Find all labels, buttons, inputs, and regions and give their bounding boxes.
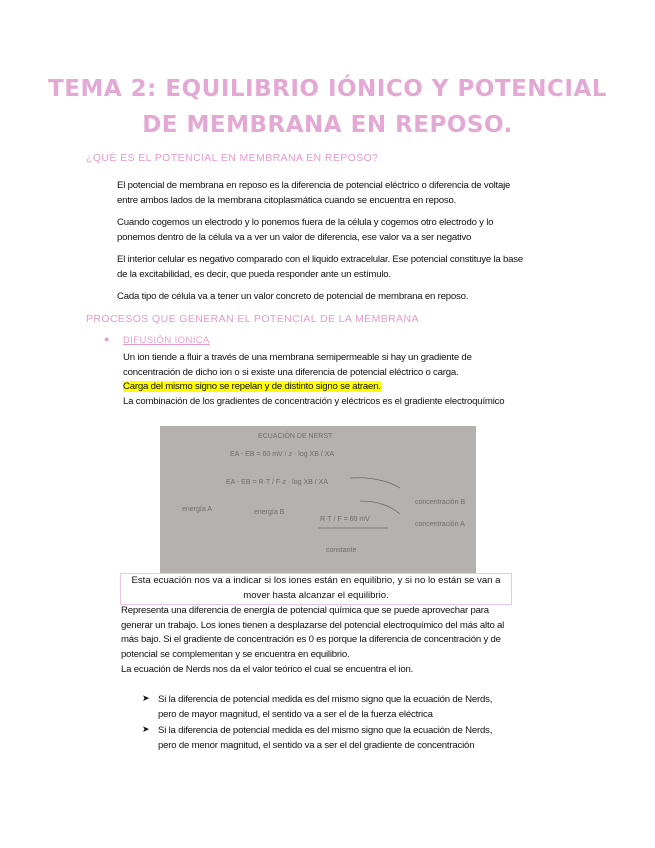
- photo-constante: constante: [326, 547, 357, 554]
- photo-rtf: R·T / F = 60 mV: [320, 516, 370, 523]
- arrow-item-1: Si la diferencia de potencial medida es del mismo signo que la ecuación de Nerds, pero de mayor magnitud, el sentido va a ser el de la fuerza eléctrica: [158, 694, 493, 720]
- electrochemical-text: La combinación de los gradientes de concentración y eléctricos es el gradiente electroquímico: [123, 395, 505, 407]
- nernst-equation-photo: [160, 426, 476, 573]
- paragraph-3: El interior celular es negativo comparado con el liquido extracelular. Ese potencial constituye la base de la excitabilidad, es decir, que pueda responder ante un estímulo.: [117, 254, 524, 280]
- photo-eq2: EA - EB = R·T / F·z · log XB / XA: [226, 479, 328, 486]
- diffusion-text: Un ion tiende a fluir a través de una membrana semipermeable si hay un gradiente de concentración de dicho ion o si existe una diferencia de potencial eléctrico o carga.: [123, 352, 472, 378]
- bullet-icon: ●: [104, 334, 110, 344]
- arrow-item-2: Si la diferencia de potencial medida es del mismo signo que la ecuación de Nerds, pero de menor magnitud, el sentido va a ser el del gradiente de concentración: [158, 725, 493, 751]
- paragraph-1: El potencial de membrana en reposo es la diferencia de potencial eléctrico o diferencia de voltaje entre ambos lados de la membrana citoplasmática cuando se encuentra en reposo.: [117, 180, 511, 206]
- nerds-text: La ecuación de Nerds nos da el valor teórico el cual se encuentra el ion.: [121, 664, 414, 675]
- photo-title: ECUACIÓN DE NERST: [258, 433, 333, 440]
- highlighted-text: Carga del mismo signo se repelan y de distinto signo se atraen.: [123, 381, 381, 392]
- photo-energia-b: energía B: [254, 509, 285, 516]
- arrow-bullet-icon: ➤: [142, 693, 150, 703]
- arrow-bullet-icon: ➤: [142, 724, 150, 734]
- title-line-1: TEMA 2: EQUILIBRIO IÓNICO Y POTENCIAL: [48, 76, 607, 102]
- photo-conc-a: concentración A: [415, 521, 465, 528]
- section-heading-1: ¿QUÉ ES EL POTENCIAL EN MEMBRANA EN REPOSO?: [86, 152, 379, 164]
- bullet-label: DIFUSIÓN IONICA: [123, 335, 210, 346]
- photo-conc-b: concentración B: [415, 499, 466, 506]
- callout-box: Esta ecuación nos va a indicar si los iones están en equilibrio, y si no lo están se van a mover hasta alcanzar el equilibrio.: [120, 573, 512, 605]
- photo-eq1: EA - EB = 60 mV / z · log XB / XA: [230, 451, 335, 458]
- title-line-2: DE MEMBRANA EN REPOSO.: [142, 112, 513, 138]
- paragraph-4: Cada tipo de célula va a tener un valor concreto de potencial de membrana en reposo.: [117, 291, 469, 302]
- photo-energia-a: energía A: [182, 506, 212, 513]
- paragraph-2: Cuando cogemos un electrodo y lo ponemos fuera de la célula y cogemos otro electrodo y lo ponemos dentro de la célula va a ver un valor de diferencia, ese valor va a ser negativo: [117, 217, 494, 243]
- energy-text: Representa una diferencia de energía de potencial química que se puede aprovechar para generar un trabajo. Los iones tienen a desplazarse del potencial electroquímico del más alto al más bajo. Si el gradiente de concentración es 0 es porque la diferencia de concentración y de potencial se complementan y se encuentra en equilibrio.: [121, 605, 505, 660]
- section-heading-2: PROCESOS QUE GENERAN EL POTENCIAL DE LA MEMBRANA: [86, 313, 419, 325]
